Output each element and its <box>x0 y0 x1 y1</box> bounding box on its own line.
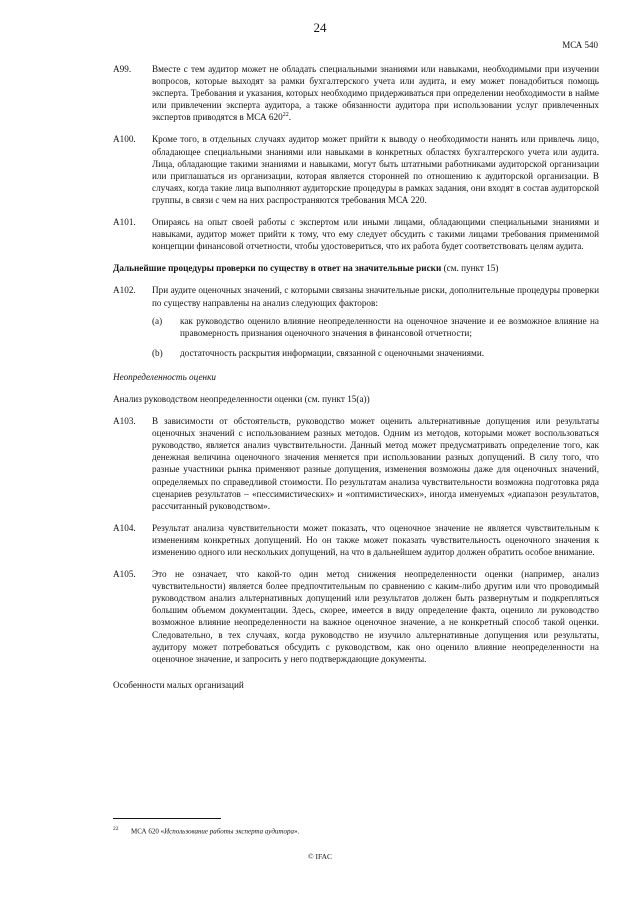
paragraph-a100 <box>113 133 599 206</box>
paragraph-text: Опираясь на опыт своей работы с экспертом или иными лицами, обладающими специальными знаниями и навыками, аудитор может прийти к тому, что ему следует обсудить с такими лицами требования применимой концепции финансовой отчетности, чтобы удостовериться, что их работа будет соответствовать целям аудита. <box>152 217 599 252</box>
footnote-divider <box>113 818 221 819</box>
paragraph-a105 <box>113 568 599 665</box>
paragraph-label: A103. <box>113 416 136 427</box>
paragraph-a99 <box>113 63 599 123</box>
subheading-analysis: Анализ руководством неопределенности оценки (см. пункт 15(a)) <box>113 393 370 404</box>
list-item-text: как руководство оценило влияние неопределенности на оценочное значение и ее возможное влияние на правомерность признания оценочного значения в финансовой отчетности; <box>180 315 599 338</box>
paragraph-label: A100. <box>113 134 136 145</box>
standard-code: МСА 540 <box>562 40 598 50</box>
paragraph-a103 <box>113 415 599 512</box>
section-heading <box>113 262 599 274</box>
footnote-text-start: МСА 620 « <box>131 827 165 836</box>
footnote-text-end: ». <box>293 827 300 836</box>
footnote-text-title: Использование работы эксперта аудитора <box>164 827 294 836</box>
section-heading-text: Дальнейшие процедуры проверки по существу в ответ на значительные риски <box>113 263 442 274</box>
paragraph-text: Результат анализа чувствительности может показать, что оценочное значение не является чувствительным к изменениям конкретных допущений. Но он также может показать чувствительность оценочного значения к изменению одного или нескольких допущений, на что в дальнейшем аудитор должен обратить особое внимание. <box>152 522 599 557</box>
paragraph-label: A104. <box>113 522 136 533</box>
page-body <box>113 63 599 701</box>
footnote-number: 22 <box>113 826 119 832</box>
paragraph-label: A105. <box>113 569 136 580</box>
paragraph-text: Это не означает, что какой-то один метод снижения неопределенности оценки (например, анализ чувствительности) является более предпочтительным по сравнению с каким-либо другим или что проводимый руководством анализ альтернативных допущений или результатов должен быть развернутым и подкрепляться большим объемом документации. Здесь, скорее, имеется в виду определение факта, оценило ли руководство возможное влияние неопределенности на важное оценочное значение, а не конкретный способ такой оценки. Следовательно, в тех случаях, когда руководство не изучило альтернативные допущения или результаты, аудитору может потребоваться обсудить с руководством, как оно оценило влияние неопределенности на оценочное значение, и запросить у него подтверждающие документы. <box>152 569 599 664</box>
list-item-label: (a) <box>152 315 163 326</box>
list-item-b <box>113 347 599 359</box>
paragraph-label: A101. <box>113 217 136 228</box>
copyright: © IFAC <box>307 852 333 861</box>
paragraph-text-end: . <box>288 112 291 123</box>
paragraph-label: A99. <box>113 64 132 74</box>
paragraph-a104 <box>113 522 599 558</box>
footnote-ref[interactable]: 22 <box>282 112 289 119</box>
footnote <box>113 825 599 836</box>
list-item-label: (b) <box>152 347 163 358</box>
paragraph-text-body: Вместе с тем аудитор может не обладать специальными знаниями или навыками, необходимыми при изучении вопросов, которые выходят за рамки бухгалтерского учета или аудита, и ему может понадобиться помощь эксперта. Требования и указания, которых необходимо придерживаться при определении необходимости в найме или привлечении эксперта аудитора, а также обязанности аудитора при использовании услуг привлеченных экспертов приводятся в МСА 620 <box>152 64 599 123</box>
subheading-small-entities: Особенности малых организаций <box>113 679 244 690</box>
paragraph-a102 <box>113 284 599 308</box>
subheading-uncertainty: Неопределенность оценки <box>113 371 216 382</box>
paragraph-text: При аудите оценочных значений, с которыми связаны значительные риски, дополнительные процедуры проверки по существу направлены на анализ следующих факторов: <box>152 285 599 308</box>
paragraph-text: В зависимости от обстоятельств, руководство может оценить альтернативные допущения или результаты оценочных значений с использованием разных методов. Одним из методов, которыми может воспользоваться руководство, является анализ чувствительности. Данный метод может предусматривать определение того, как денежная величина оценочного значения меняется при использовании разных допущений. В силу того, что разные участники рынка применяют разные допущения, изменения возможны даже для оценочных значений, определяемых по справедливой стоимости. По результатам анализа чувствительности возможна подготовка ряда сценариев результатов – «пессимистических» и «оптимистических», иногда именуемых «диапазон результатов, рассчитанный руководством». <box>152 416 599 511</box>
section-heading-ref: (см. пункт 15) <box>441 263 499 274</box>
paragraph-text: Кроме того, в отдельных случаях аудитор может прийти к выводу о необходимости нанять или привлечь лицо, обладающее специальными знаниями или навыками в конкретных областях бухгалтерского учета или аудита. Лица, обладающие такими знаниями и навыками, могут быть штатными работниками аудиторской организации или приглашаться из организации, которая является сторонней по отношению к аудиторской организации. В случаях, когда такие лица выполняют аудиторские процедуры в рамках задания, они входят в состав аудиторской группы, в связи с чем на них распространяются требования МСА 220. <box>152 134 599 205</box>
paragraph-text <box>152 63 599 123</box>
paragraph-label: A102. <box>113 285 136 296</box>
paragraph-a101 <box>113 216 599 252</box>
list-item-a <box>113 315 599 339</box>
page-number: 24 <box>313 20 327 35</box>
list-item-text: достаточность раскрытия информации, связанной с оценочными значениями. <box>180 347 485 358</box>
